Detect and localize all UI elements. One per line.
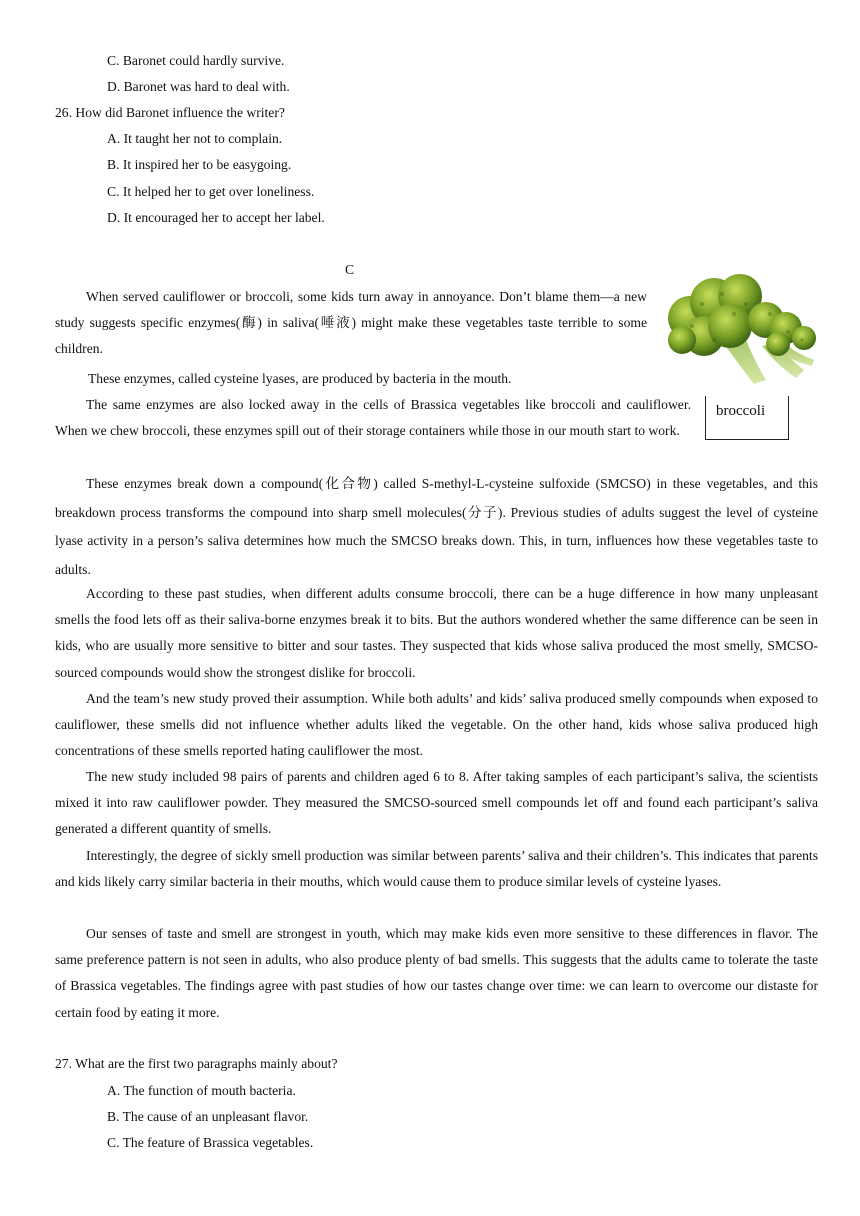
passage-paragraph-2: These enzymes, called cysteine lyases, are produced by bacteria in the mouth. — [88, 371, 512, 386]
image-caption: broccoli — [716, 403, 766, 419]
q26-option-a: A. It taught her not to complain. — [107, 131, 283, 146]
broccoli-image — [662, 274, 818, 388]
q26-option-d: D. It encouraged her to accept her label. — [107, 210, 325, 225]
passage-paragraph-6: And the team’s new study proved their assumption. While both adults’ and kids’ saliva produced smelly compounds when exposed to cauliflower, these smells did not influence whether adults liked the vegetable. On the other hand, kids whose saliva produced high concentrations of these smells reported hating cauliflower the most. — [55, 691, 818, 759]
passage-paragraph-5: According to these past studies, when different adults consume broccoli, there can be a huge difference in how many unpleasant smells the food lets off as their saliva-borne enzymes break it to bits. But the authors wondered whether the same difference can be seen in kids, who are usually more sensitive to bitter and sour tastes. They suspected that kids whose saliva produced the most smelly, SMCSO-sourced compounds would show the strongest dislike for broccoli. — [55, 586, 818, 680]
q27-option-c: C. The feature of Brassica vegetables. — [107, 1135, 314, 1150]
image-caption-box — [705, 396, 789, 440]
passage-paragraph-4: These enzymes break down a compound(化合物) called S-methyl-L-cysteine sulfoxide (SMCSO) in these vegetables, and this breakdown process transforms the compound into sharp smell molecules(分子). Previous studies of adults suggest the level of cysteine lyase activity in a person’s saliva determines how much the SMCSO breaks down. This, in turn, influences how these vegetables taste to adults. — [55, 476, 818, 577]
q26-option-b: B. It inspired her to be easygoing. — [107, 157, 292, 172]
q25-option-d: D. Baronet was hard to deal with. — [107, 79, 290, 94]
passage-paragraph-9: Our senses of taste and smell are strongest in youth, which may make kids even more sensitive to these differences in flavor. The same preference pattern is not seen in adults, who also produce plenty of bad smells. This suggests that the adults came to tolerate the taste of Brassica vegetables. The findings agree with past studies of how our tastes change over time: we can learn to overcome our distaste for certain food by eating it more. — [55, 926, 818, 1020]
q27-option-a: A. The function of mouth bacteria. — [107, 1083, 296, 1098]
passage-paragraph-8: Interestingly, the degree of sickly smell production was similar between parents’ saliva and their children’s. This indicates that parents and kids likely carry similar bacteria in their mouths, which would cause them to produce similar levels of cysteine lyases. — [55, 848, 818, 890]
q26-option-c: C. It helped her to get over loneliness. — [107, 184, 315, 199]
passage-paragraph-3: The same enzymes are also locked away in the cells of Brassica vegetables like broccoli and cauliflower. When we chew broccoli, these enzymes spill out of their storage containers while those in our mouth start to work. — [55, 397, 691, 439]
q25-option-c: C. Baronet could hardly survive. — [107, 53, 285, 68]
q26-question: 26. How did Baronet influence the writer? — [55, 105, 285, 120]
passage-paragraph-7: The new study included 98 pairs of parents and children aged 6 to 8. After taking samples of each participant’s saliva, the scientists mixed it into raw cauliflower powder. They measured the SMCSO-sourced smell compounds let off and found each participant’s saliva generated a different quantity of smells. — [55, 769, 818, 837]
passage-paragraph-1: When served cauliflower or broccoli, some kids turn away in annoyance. Don’t blame them—a new study suggests specific enzymes(酶) in saliva(唾液) might make these vegetables taste terrible to some children. — [55, 289, 647, 357]
section-heading-c: C — [345, 262, 355, 277]
q27-option-b: B. The cause of an unpleasant flavor. — [107, 1109, 309, 1124]
q27-question: 27. What are the first two paragraphs mainly about? — [55, 1056, 338, 1071]
